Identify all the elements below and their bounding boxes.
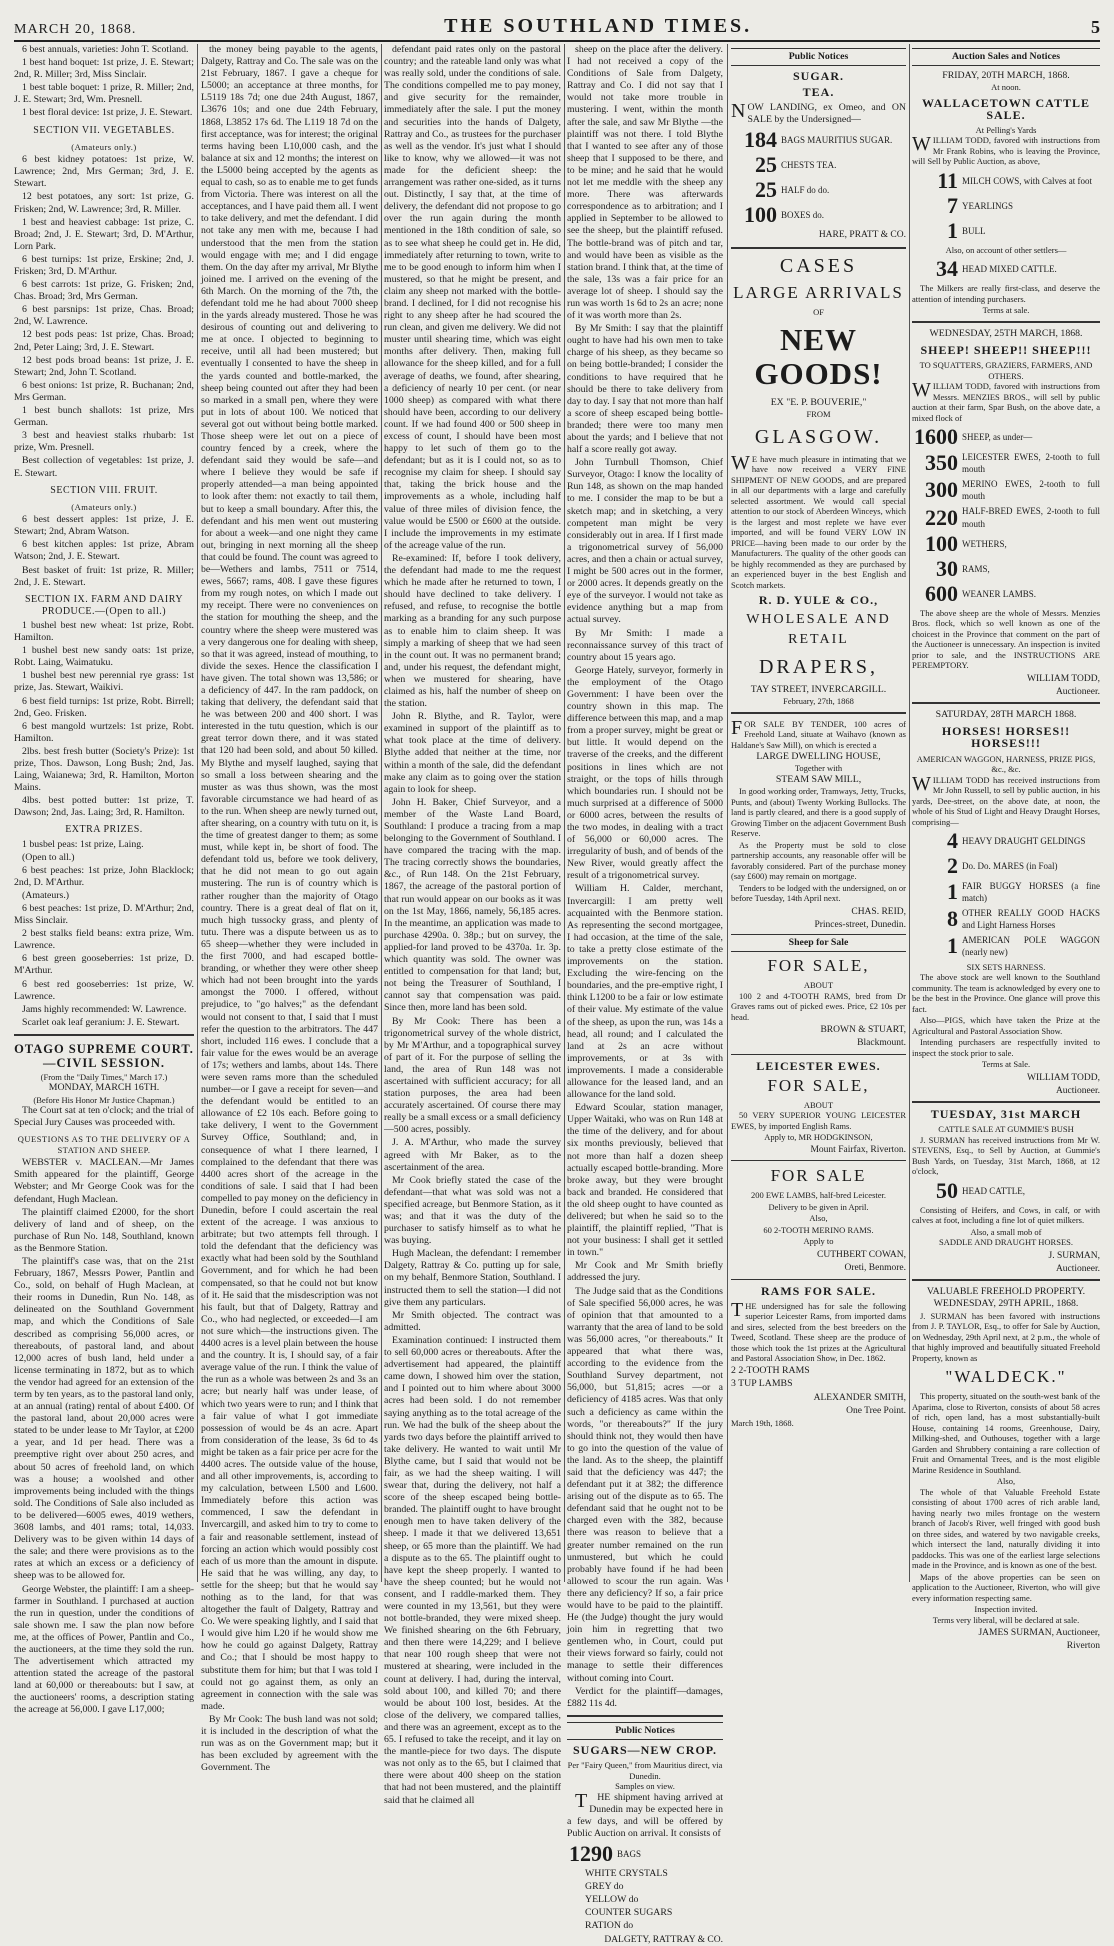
- lot-count: 1: [947, 217, 958, 243]
- waldeck-heading: "WALDECK.": [945, 1367, 1067, 1387]
- prize-entry: 6 best peaches: 1st prize, John Blacklock; 2nd, D. M'Arthur.: [14, 864, 194, 888]
- lot-count: 50: [936, 1177, 958, 1203]
- ewe-lamb-line: 60 2-TOOTH MERINO RAMS.: [763, 1224, 874, 1235]
- lot-count: 1: [947, 933, 958, 959]
- prize-entry: 1 bushel best new perennial rye grass: 1st prize, Jas. Stewart, Waikivi.: [14, 670, 194, 694]
- case-paragraph: John R. Blythe, and R. Taylor, were examined in support of the plaintiff as to what took place at the time of delivery. Blythe added that neither at the time, nor within a month of the sale, did the defendant make any claim as to going over the station again to look for sheep.: [384, 711, 561, 795]
- sugars-signature: DALGETY, RATTRAY & CO.: [604, 1935, 723, 1946]
- issue-date: MARCH 20, 1868.: [14, 22, 137, 37]
- squatters-heading: TO SQUATTERS, GRAZIERS, FARMERS, AND OTHERS.: [919, 360, 1093, 381]
- leicester-text: 50 VERY SUPERIOR YOUNG LEICESTER EWES, by imported English Rams.: [731, 1110, 906, 1131]
- sugars-samples: Samples on view.: [615, 1781, 675, 1792]
- case-paragraph: WEBSTER v. MACLEAN.—Mr James Smith appeared for the plaintiff, George Webster; and Mr George Cook was for the defendant, Hugh Maclean.: [14, 1157, 194, 1205]
- sugar-kind: WHITE CRYSTALS: [585, 1867, 668, 1879]
- for-sale-heading: FOR SALE: [770, 1166, 867, 1186]
- column-rule: [909, 44, 910, 1582]
- case-paragraph: By Mr Smith: I say that the plaintiff ought to have had his own men to take charge of his sheep, as they became so on being bottle-branded; I consider the conditions to have required that he should be there to take delivery from day to day. I say that not more than half a score of sheep escaped being bottle-branded; there were too many men about the yards; and I believe that not half a score really got away.: [567, 323, 723, 456]
- prize-entry: 6 best mangold wurtzels: 1st prize, Robt. Hamilton.: [14, 720, 194, 744]
- horse-lots: [912, 830, 1100, 959]
- rams-list: [731, 1365, 906, 1390]
- bags-label: BAGS: [617, 1848, 642, 1859]
- ewe-lambs-list: [731, 1190, 906, 1235]
- prize-entry: 12 best pods broad beans: 1st prize, J. E. Stewart; 2nd, John T. Scotland.: [14, 354, 194, 378]
- oreti-place: Oreti, Benmore.: [844, 1263, 906, 1273]
- divider: [567, 1715, 723, 1717]
- lot-count: 25: [755, 152, 777, 178]
- case-report-continued: [384, 44, 561, 1807]
- divider: [731, 1054, 906, 1055]
- saturday-date: SATURDAY, 28TH MARCH 1868.: [935, 709, 1077, 721]
- case-paragraph: Verdict for the plaintiff—damages, £882 11s 4d.: [567, 1685, 723, 1709]
- milkers-note: The Milkers are really first-class, and deserve the attention of intending purchasers.: [912, 283, 1100, 304]
- extra-prize-list: [14, 839, 194, 1029]
- large-arrivals-heading: LARGE ARRIVALS: [733, 282, 904, 302]
- lot-count: 184: [744, 127, 777, 153]
- ewe-lamb-line: 200 EWE LAMBS, half-bred Leicester.: [750, 1190, 887, 1201]
- tender-place: Princes-street, Dunedin.: [814, 919, 906, 930]
- lot-row: [912, 192, 1100, 218]
- lot-count: 1600: [914, 424, 958, 450]
- divider: [731, 247, 906, 249]
- estate-description: The whole of that Valuable Freehold Estate consisting of about 1700 acres of rich arable land, having nearly two miles frontage on the western branch of Jacob's River, well fringed with good bush on three sides, and watered by two navigable creeks, which intersect the land, naturally dividing it into paddocks. This was one of the earliest large selections made in the Province, and is known as one of the best.: [912, 1486, 1100, 1571]
- drapers-heading: DRAPERS,: [758, 656, 879, 679]
- case-paragraph: defendant paid rates only on the pastoral country; and the rateable land only was what was really sold, under the conditions of sale. The conditions compelled me to pay money, and give security for the remainder, immediately after the sale. I put the money and securities into the hands of Dalgety, Rattray and Co., as trustees for the purchaser as well as the vendor. It's just what I should like to know, why we allowed—it was not made for the deficient sheep: the arrangement was rather one-sided, as it turns out. Distinctly, I say that, at the time of delivery, the defendant did not propose to go over the run again during the month mentioned in the 18th condition of sale, so as to see what sheep he could get in. He did, immediately after returning to town, write to me to be good enough to inform him when I mustered, so that he might be present, and claim any sheep not marked with the bottle-brand. I declined, for I did not recognise his right to any sheep after he had scoured the run clean, and given me delivery. We did not muster until shearing time, which was eight months after delivery. Then, making full allowance for the sheep killed, and for a full average of deaths, we found, after shearing, a deficiency of nearly 10 per cent. (or near 1000 sheep) as compared with what there should have been, according to our delivery count. If we had found 400 or 500 sheep in excess of count, I should have been most happy to let such of them go to the defendant; but as it is I could not, so as to recognise my claim for sheep. I should say that, taking the brick house and the improvements as a whole, including half value of three miles of division fence, the value would be £500 or £600 at the outside. I include the improvements in my estimate of the acreage value of the run.: [384, 44, 561, 551]
- column-2: [201, 44, 378, 1774]
- divider: [14, 1034, 194, 1036]
- prize-entry: 6 best peaches: 1st prize, D. M'Arthur; 2nd, Miss Sinclair.: [14, 903, 194, 927]
- lot-count: 25: [755, 177, 777, 203]
- sugars-ad-text: THE shipment having arrived at Dunedin may be expected here in a few days, and will be offered by Public Auction on arrival. It consists of: [567, 1789, 723, 1839]
- divider: [912, 1279, 1100, 1281]
- case-paragraph: J. A. M'Arthur, who made the survey agreed with Mr Baker, as to the ascertainment of the area.: [384, 1137, 561, 1173]
- lot-count: 350: [925, 450, 958, 476]
- lot-description: HALF do do.: [781, 185, 830, 196]
- lot-description: FAIR BUGGY HORSES (a fine match): [962, 881, 1100, 904]
- of-word: OF: [813, 306, 824, 317]
- james-surman-signature: JAMES SURMAN, Auctioneer,: [978, 1628, 1100, 1639]
- case-paragraph: By Mr Cook: The bush land was not sold; it is included in the description of what the run was as on the Government map; but it has been excluded by agreement with the Government. The: [201, 1713, 378, 1774]
- tender-text: FOR SALE BY TENDER, 100 acres of Freehold Land, situate at Waihavo (known as Haldane's Saw Mill), on which is erected a: [731, 716, 906, 750]
- case-paragraph: Mr Cook briefly stated the case of the defendant—that what was sold was not a specified acreage, but Benmore Station, as it was; and that it was the duty of the purchaser to satisfy himself as to what he was buying.: [384, 1174, 561, 1247]
- lot-row: [912, 855, 1100, 877]
- column-rule: [727, 44, 728, 1582]
- prize-entry: 1 best bunch shallots: 1st prize, Mrs German.: [14, 405, 194, 429]
- court-source: (From the "Daily Times," March 17.): [40, 1071, 168, 1082]
- prize-entry: 1 bushel best new sandy oats: 1st prize, Robt. Laing, Waimatuku.: [14, 645, 194, 669]
- also-mob: Also, a small mob of: [970, 1226, 1042, 1237]
- lot-row: [731, 129, 906, 151]
- sugar-ad-heading: SUGAR.: [792, 69, 844, 84]
- lot-description: AMERICAN POLE WAGGON (nearly new): [962, 935, 1100, 958]
- prize-entry: 1 best and heaviest cabbage: 1st prize, C. Broad; 2nd, J. E. Stewart; 3rd, D. M'Arthur, Lorn Park.: [14, 216, 194, 252]
- tender-mill: STEAM SAW MILL,: [775, 773, 862, 785]
- divider: [731, 1160, 906, 1161]
- farm-prize-list: [14, 620, 194, 820]
- section-fruit-heading: SECTION VIII. FRUIT.: [50, 484, 158, 496]
- surman-instructions-2: J. SURMAN has been favored with instructions from J. P. TAYLOR, Esq., to offer for Sale by Auction, on Wednesday, 29th April next, at 2 p.m., the whole of that highly improved and beautifully situated Freehold Property, known as: [912, 1310, 1100, 1363]
- case-paragraph: William H. Calder, merchant, Invercargill: I am pretty well acquainted with the Benmore station. As representing the second mortgagee, I had occasion, at the time of the sale, to take a pretty close estimate of the improvements on the station. Excluding the wire-fencing on the boundaries, and the pre-emptive right, I think L1200 to be a fair or low estimate of their value. My estimate of the value of the sheep, as upon the run, was 14s a head, all round; and I calculated the land at 2s an acre without improvements, or at 3s with improvements. I made a considerable allowance for the leased land, and an allowance for the land sold.: [567, 883, 723, 1101]
- for-sale-heading: FOR SALE,: [767, 1075, 870, 1095]
- auctioneer-label: Auctioneer.: [1055, 686, 1100, 697]
- case-paragraph: the money being payable to the agents, Dalgety, Rattray and Co. The sale was on the 21st February, 1867. I gave a cheque for L5000; an acceptance at three months, for L5119 18s 7d; one due 24th August, 1867, L3676 10s; and one due 24th February, 1868, L3852 17s 6d. The L119 18 7d on the first acceptance, was for interest; the original terms having been L10,000 cash, and the balance at six and 12 months; the interest on the L5000 being accepted by the agents as equal to cash, so as to enable me to get funds from Victoria. There was interest on all the acceptances, and I have paid them all. I went to take delivery, and met the defendant. I did not take any men with me, because I had understood that the men from the station would engage with me; and I did engage them. On the day after my arrival, Mr Blythe joined me. I arrived on the evening of the 6th March. On the morning of the 7th, the defendant told me he had about 7000 sheep in the yards already mustered. Those he was desirous of counting out and delivering to me at once. I objected to beginning to receive, until all had been mustered; but eventually I consented to have the sheep in the yards counted and bottle-marked, the sheep being counted out after they had been so marked in a small pen, where they were put in lots of about 100. We noticed that several got out without being bottle marked. Those sheep were let out on a piece of country fenced by a creek, where the defendant said they would be safe—and where I believe they would be safe if properly attended—a man being appointed to look after them: not exactly to tail them, but to keep a small boundary. After this, the defendant and his men went out mustering for about a week—and one night they came out, bringing in next morning all the sheep that could be found. The count was agreed to be—Wethers and lambs, 7511 or 7514, ewes, 5667; rams, 408. I gave these figures from my rough notes, on which I made out my receipt. There were no conveniences on the station for mouthing the sheep, and the country where the sheep were mustered was a very dangerous one for dealing with sheep, so that it was agreed, instead of mouthing, to divide the sexes. Hence the classification I have given. The total shown was 13,586; or a deficiency of 447. In the ram paddock, on taking that delivery, the defendant said that he was between 200 and 400 short. I was interested in the tutu question, which is our great terror down there, and it was stated that 120 had been sold, and about 50 killed. My Blythe and myself laughed, saying that so small a loss between shearing and the muster as was thus shown, was the most favorable circumstance we had heard of as to the run. When sheep are newly turned out, after shearing, on a country with tutu on it, is the time of greatest danger to them; as some must, while kept in, be short of food. The defendant told us, before we took delivery, that he did not mean to go out again mustering. The run is of country which is rather rougher than the majority of Otago country. There is a great deal of flat on it, much high tussocky grass, and plenty of tutu. There was a dispute between us as to 65 sheep—whether they were included in the first 7000, and had escaped bottle-branding, or whether they were other sheep which had not been brought into the yards amongst the 7000. I offered, without prejudice, to "go halves;" as the defendant would not consent to that, I said that I must refer the question to the arbitrators. The 447 short, included 116 ewes. I conclude that a fair value for the ewes would be an average of 17s; wethers and lambs, about 14s. There were seven rams more than the scheduled number—or I gave a receipt for seven—and the defendant would be entitled to an allowance of £2 10s each. Before going to take delivery, I went to the Government Survey Office, Southland; and, in consequence of what I there learned, I complained to the defendant that there was 4400 acres short of the acreage in the conditions of sale. I said that I had been compelled to pay money on the deficiency in Dunedin, before I could ascertain the real extent of the acreage. I was anxious to arbitrate; but two attempts fell through. I told the defendant that the deficiency was exactly what had been sold by the Southland Government, and for which he had been compensated, so that he could not but know of it. He said that the misdescription was not his fault, but that of Dalgety, Rattray and Co., who had neglected, or exceeded—I am not sure which—the instructions given. The 4400 acres is a level plain between the house and the country. It is, I should say, of a fair average value of the run. I think the value of the run as a whole was between 2s and 3s an acre; but nearly half was under lease, of which two years were to run; and I think that a fair value of what I got immediate possession of would be 4s an acre. Apart from consideration of the lease, 3s 6d to 4s might be taken as a fair price per acre for the 4400 acres. The outside value of the house, and all other improvements, is, according to my calculation, between L500 and L600. Immediately before this action was commenced, I saw the defendant in Invercargill, and asked him to try to come to a fair and reasonable settlement, instead of forcing an action which would possibly cost each of us more than the amount in dispute. He said that he was willing, any day, to settle for the sheep; but that he would say nothing as to the land, for that was altogether the fault of Dalgety, Rattray and Co. We were speaking lightly, and I said that I would give him L20 if he would show me how he could go against Dalgety, Rattray and Co.; that I should be most happy to substitute them for him; but that I was told I could not go against them, as only an agreement in connection with the sale was made.: [201, 44, 378, 1712]
- lot-description: LEICESTER EWES, 2-tooth to full mouth: [962, 452, 1100, 475]
- wallacetown-heading: WALLACETOWN CATTLE SALE.: [922, 95, 1090, 122]
- page-mark: 5: [1090, 17, 1100, 37]
- court-opening: The Court sat at ten o'clock; and the trial of Special Jury Causes was proceeded with.: [14, 1105, 194, 1129]
- hodgkinson-apply: Apply to, MR HODGKINSON,: [764, 1132, 873, 1143]
- sugars-ad-heading: SUGARS—NEW CROP.: [572, 1742, 718, 1757]
- case-paragraph: By Mr Cook: There has been a trigonometrical survey of the whole district, by Mr M'Arthur, and a topographical survey of part of it. For the purpose of selling the land, the area of Run 148 was not ascertained with sufficient accuracy; for all station purposes, the area had been accurately ascertained. Of course there may really be a small excess or a small deficiency—500 acres, possibly.: [384, 1015, 561, 1136]
- case-paragraph: sheep on the place after the delivery. I had not received a copy of the Conditions of Sale from Dalgety, Rattray and Co. I did not say that I would not take more trouble in mustering. I went, within the month after the sale, and saw Mr Blythe —the plaintiff was not there. I told Blythe that I wanted to see after any of those sheep that I supposed to be there, and to be mine; and he said that he would not let me meddle with the sheep any more. There was afterwards correspondence as to arbitration; and I applied in September to be allowed to see the sheep, but the plaintiff refused. The bottle-brand was of pitch and tar, and would have been as visible as the station brand. I think that, at the time of the sale, 13s was a fair price for an average lot of sheep. I should say the run was worth 1s 6d to 2s an acre; none of it was worth more than 2s.: [567, 44, 723, 322]
- terms-at-sale: Terms at sale.: [982, 305, 1030, 316]
- lot-count: 34: [936, 256, 958, 282]
- prize-entry: 6 best turnips: 1st prize, Erskine; 2nd, J. Frisken; 3rd, D. M'Arthur.: [14, 253, 194, 277]
- april-date: WEDNESDAY, 29TH APRIL, 1868.: [933, 1298, 1079, 1310]
- leicester-ewes-heading: LEICESTER EWES.: [756, 1058, 881, 1073]
- prize-entry: 6 best green gooseberries: 1st prize, D. M'Arthur.: [14, 953, 194, 977]
- divider: [912, 702, 1100, 704]
- prize-entry: 4lbs. best potted butter: 1st prize, T. Dawson; 2nd, Jas. Laing; 3rd, R. Hamilton.: [14, 795, 194, 819]
- case-report-continued: [201, 44, 378, 1774]
- tender-body-2: As the Property must be sold to close partnership accounts, any reasonable offer will be favorably considered. Part of the purchase money (say £600) may remain on mortgage.: [731, 839, 906, 882]
- lot-row: [912, 505, 1100, 529]
- prize-entry: 6 best onions: 1st prize, R. Buchanan; 2nd, Mrs German.: [14, 379, 194, 403]
- fruit-prize-list: [14, 514, 194, 589]
- terms-at-sale: Terms at Sale.: [981, 1059, 1031, 1070]
- about-word: ABOUT: [803, 1099, 834, 1110]
- terms-liberal: Terms very liberal, will be declared at sale.: [932, 1614, 1080, 1625]
- lot-description: RAMS,: [962, 563, 990, 574]
- prize-entry: Jams highly recommended: W. Lawrence.: [22, 1003, 187, 1015]
- prize-entry: 6 best annuals, varieties: John T. Scotland.: [22, 44, 189, 55]
- lot-description: OTHER REALLY GOOD HACKS and Light Harness Horses: [962, 908, 1100, 931]
- cases-heading: CASES: [779, 254, 858, 277]
- lot-row: [912, 580, 1100, 606]
- prize-entry: 1 busbel peas: 1st prize, Laing.: [22, 838, 144, 850]
- case-paragraph: The plaintiff claimed £2000, for the short delivery of land and of sheep, on the purchase of Run No. 148, Southland, known as the Benmore Station.: [14, 1206, 194, 1254]
- lot-count: 300: [925, 477, 958, 503]
- yule-date: February, 27th, 1868: [783, 696, 854, 707]
- cattle-lots: [912, 167, 1100, 243]
- gummies-bush-heading: CATTLE SALE AT GUMMIE'S BUSH: [938, 1124, 1074, 1135]
- prize-entry: 12 best pods peas: 1st prize, Chas. Broad; 2nd, Peter Laing; 3rd, J. E. Stewart.: [14, 329, 194, 353]
- column-rule: [564, 44, 565, 1582]
- lot-count: 600: [925, 580, 958, 606]
- lot-count: 220: [925, 504, 958, 530]
- case-paragraph: The Judge said that as the Conditions of Sale specified 56,000 acres, he was of opinion that that amounted to a warranty that the area of land to be sold was 56,000 acres, "or thereabouts." It appeared that what there was, according to the evidence from the Southland Survey department, not 56,000, but 51,815; acres —or a deficiency of 4185 acres. Was that only such a deficiency as came within the words, "or thereabouts?" If the jury should think not, they would then have to go into the question of the value of the land. As to the sheep, the plaintiff said that the deficiency was 447; the defendant put it at 382; the difference arising out of the dispute as to 65. The defendant said that he ought not to be charged even with the 382, because there was reason to believe that a greater number remained on the run unmustered, but which he could probably have found if he had been allowed to scour the run again. Was there any deficiency? If so, a fair price would have to be paid to the plaintiff. He (the Judge) thought the jury would join him in regretting that two gentlemen who, in Court, could put their views forward so fairly, could not manage to settle their differences without coming into Court.: [567, 1285, 723, 1684]
- column-6: [912, 44, 1100, 1652]
- lot-description: YEARLINGS: [962, 200, 1013, 211]
- lot-count: 30: [936, 555, 958, 581]
- menzies-note: The above sheep are the whole of Messrs. Menzies Bros. flock, which so well known as one of the choicest in the Province that comment on the part of the Auctioneer is unnecessary. An inspection is invited prior to sale, and the INSTRUCTIONS ARE PEREMPTORY.: [912, 607, 1100, 671]
- for-sale-heading: FOR SALE,: [767, 956, 870, 976]
- rams-date: March 19th, 1868.: [731, 1418, 794, 1429]
- court-date: MONDAY, MARCH 16TH.: [48, 1082, 160, 1094]
- tender-signature: CHAS. REID,: [851, 906, 906, 917]
- case-report: [14, 1157, 194, 1716]
- section-subheading: (Amateurs only.): [71, 141, 137, 152]
- court-report-heading: OTAGO SUPREME COURT.—CIVIL SESSION.: [14, 1041, 194, 1070]
- ram-line: 3 TUP LAMBS: [731, 1377, 793, 1389]
- cowan-apply: Apply to: [803, 1236, 834, 1247]
- landing-text: NOW LANDING, ex Omeo, and ON SALE by the Undersigned—: [731, 100, 906, 126]
- prize-entry: 6 best kitchen apples: 1st prize, Abram Watson; 2nd, J. E. Stewart.: [14, 539, 194, 563]
- ewe-lamb-line: Delivery to be given in April.: [768, 1201, 869, 1212]
- column-rule: [381, 44, 382, 1582]
- prize-entry: Best basket of fruit: 1st prize, R. Miller; 2nd, J. E. Stewart.: [14, 564, 194, 588]
- waldeck-description: This property, situated on the south-west bank of the Aparima, close to Riverton, consists of about 58 acres of rich, open land, has a most substantially-built House, containing 14 rooms, Greenhouse, Dairy, Milking-shed, and Outhouses, together with a large Garden and Shrubbery containing a rare collection of Fruit and Ornamental Trees, and is the most eligible Marine Residence in Southland.: [912, 1391, 1100, 1475]
- surman-signature: J. SURMAN,: [1048, 1250, 1100, 1261]
- lot-row: [912, 217, 1100, 243]
- lot-count: 8: [947, 906, 958, 932]
- divider: [731, 712, 906, 714]
- sheep-heading: SHEEP! SHEEP!! SHEEP!!!: [920, 342, 1092, 357]
- case-paragraph: By Mr Smith: I made a reconnaissance survey of this tract of country about 15 years ago.: [567, 627, 723, 663]
- column-1: [14, 44, 194, 1716]
- hare-pratt-signature: HARE, PRATT & CO.: [818, 230, 906, 241]
- rams-for-sale-heading: RAMS FOR SALE.: [760, 1283, 876, 1298]
- pellings-yards: At Pelling's Yards: [975, 124, 1037, 135]
- lot-description: HEAD CATTLE,: [962, 1185, 1025, 1196]
- case-paragraph: Examination continued: I instructed them to sell 60,000 acres or thereabouts. After the advertisement had appeared, the plaintiff came down, I showed him over the station, and I pointed out to him where about 3000 acres had been sold. I do not remember saying anything as to the total acreage of the run. We had the bulk of the sheep about the yards two days before the plaintiff arrived to take delivery. He wanted to wait until Mr Blythe came, but I said that would not be fair, as we had the sheep waiting. I will swear that, during the delivery, not half a score of the sheep escaped being bottle-branded. The plaintiff ought to have brought enough men to have taken delivery of the sheep. I made it that we delivered 13,651 sheep, or 65 more than the plaintiff. We had a dispute as to the 65. The plaintiff ought to have kept the sheep properly. I wanted to have the sheep counted; but he would not consent, and I raddle-marked them. They were counted in my 13,561, but they were not bottle-branded, they were mixed sheep. We finished shearing on the 6th February, and then there were 14,229; and I believe that near 100 rough sheep that were not mustered at shearing, were included in the count at delivery. I had, during the interval, sold about 100, and killed 70; and there would be about 100 lost, besides. At the close of the delivery, we compared tallies, and there was an agreement, except as to the 65. I refused to take the receipt, and it lay on the mantle-piece for two days. The dispute was not only as to the 65, but I claimed that there were about 400 sheep on the station that had not been mustered, and the plaintiff said that he claimed all: [384, 1334, 561, 1806]
- lot-description: MERINO EWES, 2-tooth to full mouth: [962, 479, 1100, 502]
- inspection-invited: Inspection invited.: [974, 1604, 1038, 1615]
- lot-count: 7: [947, 192, 958, 218]
- case-paragraph: Mr Cook and Mr Smith briefly addressed the jury.: [567, 1260, 723, 1284]
- cowan-signature: CUTHBERT COWAN,: [817, 1249, 906, 1260]
- lot-description: CHESTS TEA.: [781, 160, 837, 171]
- new-goods-text: WE have much pleasure in intimating that we have now received a VERY FINE SHIPMENT OF NEW GOODS, and are prepared in all our departments with a large and carefully selected assortment. We would call special attention to our stock of Aberdeen Winceys, which is the largest and most replete we have ever imported, and will be found VERY LOW IN PRICE—having been made to our order by the Manufacturers. The quality of the other goods can be highly recommended as they are purchased by an experienced buyer in the best English and Scotch markets.: [731, 451, 906, 590]
- sugar-bag-count: 1290: [569, 1840, 613, 1866]
- lot-count: 4: [947, 828, 958, 853]
- lot-description: Do. Do. MARES (in Foal): [962, 860, 1058, 871]
- sheep-lots: [912, 426, 1100, 605]
- blackmount-place: Blackmount.: [857, 1038, 906, 1049]
- tuesday-date: TUESDAY, 31st MARCH: [930, 1107, 1082, 1122]
- american-waggon-heading: AMERICAN WAGGON, HARNESS, PRIZE PIGS, &c., &c.: [916, 753, 1096, 774]
- lot-count: 11: [937, 167, 958, 193]
- prize-entry: Scarlet oak leaf geranium: J. E. Stewart.: [22, 1016, 180, 1028]
- prize-entry: 3 best and heaviest stalks rhubarb: 1st prize, Wm. Presnell.: [14, 430, 194, 454]
- pigs-note: Also—PIGS, which have taken the Prize at the Agricultural and Pastoral Association Show.: [912, 1015, 1100, 1036]
- tay-street: TAY STREET, INVERCARGILL.: [750, 684, 887, 696]
- prize-entry: (Open to all.): [22, 851, 75, 863]
- divider: [912, 1101, 1100, 1103]
- section-subheading: (Amateurs only.): [71, 501, 137, 512]
- prize-entry: 6 best red gooseberries: 1st prize, W. Lawrence.: [14, 978, 194, 1002]
- case-paragraph: Edward Scoular, station manager, Upper Waitaki, who was on Run 148 at the time of the delivery, and for about six months previously, believed that not more than half a dozen sheep actually escaped bottle-branding. More broke away, but they were brought back and branded. He considered that the old sheep ought to have counted as delivered; but when he said so to the plaintiff, the plaintiff replied, "That is not your business: I shall get it settled in town.": [567, 1102, 723, 1259]
- prize-list-intro: [14, 44, 194, 120]
- case-paragraph: Hugh Maclean, the defendant: I remember Dalgety, Rattray & Co. putting up for sale, on my behalf, Benmore Station, Southland. I instructed them to sell the station—I did not give them any particulars.: [384, 1248, 561, 1308]
- todd-signature: WILLIAM TODD,: [1027, 673, 1100, 684]
- lot-description: BAGS MAURITIUS SUGAR.: [781, 135, 893, 146]
- lot-description: HALF-BRED EWES, 2-tooth to full mouth: [962, 506, 1100, 529]
- masthead: [14, 10, 1100, 42]
- sugar-kind: RATION do: [585, 1920, 634, 1932]
- prize-entry: 1 best floral device: 1st prize, J. E. Stewart.: [22, 107, 193, 119]
- auctioneer-label: Auctioneer.: [1055, 1085, 1100, 1096]
- prize-entry: 2 best stalks field beans: extra prize, Wm. Lawrence.: [14, 928, 194, 952]
- public-notices-banner: Public Notices: [731, 48, 906, 66]
- tender-together: Together with: [794, 763, 843, 774]
- tender-house: LARGE DWELLING HOUSE,: [756, 751, 881, 763]
- lot-description: WEANER LAMBS.: [962, 588, 1036, 599]
- lot-row: [912, 167, 1100, 193]
- about-word: ABOUT: [803, 980, 834, 991]
- divider: [912, 321, 1100, 323]
- divider: [731, 1279, 906, 1280]
- prize-entry: 1 bushel best new wheat: 1st prize, Robt. Hamilton.: [14, 619, 194, 644]
- wednesday-date: WEDNESDAY, 25TH MARCH, 1868.: [929, 327, 1083, 339]
- lot-row: [912, 426, 1100, 448]
- lot-row: [731, 179, 906, 201]
- lot-count: 100: [744, 202, 777, 228]
- ship-name: EX "E. P. BOUVERIE,": [770, 397, 867, 409]
- case-paragraph: Re-examined: If, before I took delivery, the defendant had made to me the request which he made after he returned to town, I should have declined to take delivery. I refused, and refuse, to recognise the bottle marking as a branding for any such purpose as to enable him to claim sheep. It was simply a marking of sheep that we had seen in the count out. It was no permanent brand; and, under his request, the defendant might, when we mustered for shearing, have claimed as his, half the number of sheep on the station.: [384, 552, 561, 710]
- auction-sales-banner: Auction Sales and Notices: [912, 48, 1100, 66]
- lot-description: BOXES do.: [781, 210, 825, 221]
- tender-body: In good working order, Tramways, Jetty, Trucks, Punts, and (about) Twenty Working Bullocks. The land is partly cleared, and there is a good supply of Growing Timber on the adjacent Government Bush Reserve.: [731, 786, 906, 839]
- prize-entry: 1 best table boquet: 1 prize, R. Miller; 2nd, J. E. Stewart; 3rd, Wm. Presnell.: [14, 82, 194, 106]
- prize-entry: Best collection of vegetables: 1st prize, J. E. Stewart.: [14, 455, 194, 479]
- also-settlers: Also, on account of other settlers—: [945, 244, 1067, 255]
- todd-instructions-3: WILLIAM TODD has received instructions from Mr John Russell, to sell by public auction, in his yards, Dee-street, on the above date, at noon, the whole of his Stud of Light and Heavy Draught Horses, comprising—: [912, 772, 1100, 827]
- column-4: [567, 44, 723, 1946]
- yule-company: R. D. YULE & CO.,: [758, 593, 879, 608]
- harness-line: SIX SETS HARNESS.: [966, 961, 1046, 972]
- lot-description: BULL: [962, 225, 986, 236]
- intending-note: Intending purchasers are respectfully invited to inspect the stock prior to sale.: [912, 1037, 1100, 1058]
- sugars-ship: Per "Fairy Queen," from Mauritius direct, via Dunedin.: [567, 1760, 723, 1781]
- sheep-for-sale-banner: Sheep for Sale: [731, 934, 906, 952]
- lot-row: [912, 830, 1100, 852]
- maps-note: Maps of the above properties can be seen on application to the Auctioneer, Riverton, who will give every information respecting same.: [912, 1571, 1100, 1603]
- case-paragraph: John Turnbull Thomson, Chief Surveyor, Otago: I know the locality of Run 148, as shown on the map handed to me. I consider the map to be but a sketch map; and in sketching, a very competent man might be very considerably out in area. If I first made a trigonometrical survey of 56,000 acres, and then a chain or actual survey, I might be 500 acres out in the former, or 2000 acres. It depends greatly on the eye of the surveyor. I would not take as evidence anything but a map from actual survey.: [567, 457, 723, 626]
- wholesale-heading: WHOLESALE AND RETAIL: [746, 612, 891, 648]
- section-farm-heading: SECTION IX. FARM AND DAIRY PRODUCE.—(Open to all.): [24, 593, 184, 617]
- sugar-kinds-list: [567, 1868, 723, 1932]
- cargo-list: [731, 129, 906, 226]
- prize-entry: 2lbs. best fresh butter (Society's Prize): 1st prize, Thos. Dawson, Long Bush; 2nd, Jas. Laing, Waianewa; 3rd, R. Hamilton, Morton Mains.: [14, 745, 194, 794]
- lot-description: HEAD MIXED CATTLE.: [962, 264, 1057, 275]
- ram-line: 2 2-TOOTH RAMS: [731, 1364, 810, 1376]
- case-paragraph: George Webster, the plaintiff: I am a sheep-farmer in Southland. I purchased at auction the run in question, under the conditions of sale shown me. I saw the plan now before me, at the offices of Power, Pantlin and Co., the auctioneers, at the time they sold the run. The advertisement which attracted my attention stated the acreage of the pastoral land at 60,000 or thereabouts: but I saw, at the auctioneers' rooms, a description stating the acreage at 56,000. I gave L17,000;: [14, 1583, 194, 1716]
- extra-prizes-heading: EXTRA PRIZES.: [65, 824, 143, 836]
- riverton-place: Riverton: [1066, 1641, 1100, 1652]
- brown-stuart-signature: BROWN & STUART,: [820, 1025, 906, 1036]
- case-heading: QUESTIONS AS TO THE DELIVERY OF A STATION AND SHEEP.: [17, 1134, 191, 1155]
- ewe-lamb-line: Also,: [809, 1213, 828, 1224]
- case-report-conclusion: [567, 44, 723, 1710]
- newspaper-title: THE SOUTHLAND TIMES.: [444, 15, 753, 37]
- prize-entry: 6 best kidney potatoes: 1st prize, W. Lawrence; 2nd, Mrs German; 3rd, J. E. Stewart.: [14, 154, 194, 190]
- lot-description: HEAVY DRAUGHT GELDINGS: [962, 835, 1086, 846]
- saddle-horses: SADDLE AND DRAUGHT HORSES.: [939, 1237, 1073, 1248]
- glasgow-heading: GLASGOW.: [754, 425, 883, 448]
- public-notices-banner: Public Notices: [567, 1722, 723, 1740]
- sugar-kind: COUNTER SUGARS: [585, 1907, 673, 1919]
- todd-instructions-2: WILLIAM TODD, favored with instructions from Messrs. MENZIES BROS., will sell by public auction at their farm, Spar Bush, on the above date, a mixed flock of: [912, 379, 1100, 423]
- court-bench: (Before His Honor Mr Justice Chapman.): [33, 1094, 175, 1105]
- new-goods-heading: NEW GOODS!: [754, 322, 883, 392]
- stock-note: The above stock are well known to the Southland community. The team is acknowledged by every one to be the best in the Province. One glance will prove this fact.: [912, 972, 1100, 1014]
- section-vegetables-heading: SECTION VII. VEGETABLES.: [33, 124, 175, 136]
- case-paragraph: John H. Baker, Chief Surveyor, and a member of the Waste Land Board, Southland: I produce a tracing from a map belonging to the Government of Southland. I have compared the tracing with the map. The tracing correctly shows the boundaries, &c., of Run 148. On the 21st February, 1867, the acreage of the pastoral portion of that run would appear on our books as it was on the 1st May, 1866, namely, 56,185 acres. In the meantime, an application was made to purchase 4290a. 0. 38p.; but on survey, the applied-for land proved to be 4370a. 1r. 3p. which quantity was sold. The owner was entitled to compensation for that land; but, not being the Treasurer of Southland, I cannot say that compensation was paid. Since then, more land has been sold.: [384, 796, 561, 1014]
- from-word: FROM: [806, 409, 831, 420]
- prize-entry: (Amateurs.): [22, 889, 70, 901]
- case-paragraph: George Hately, surveyor, formerly in the employment of the Otago Government: I have been over the country shown in this map. The difference between this map, and a map from a proper survey, might be great or but little. It would depend on the traverse of the creeks, and the different positions in lines which are not straight, or the tops of hills through which boundaries run. I should not be much surprised at a difference of 5000 or 6000 acres, between the results of the two modes, in dealing with a tract of 56,000 or 60,000 acres. The irregularity of bush, and of bends of the New River, would greatly affect the result of a trigonometrical survey.: [567, 664, 723, 882]
- heifers-note: Consisting of Heifers, and Cows, in calf, or with calves at foot, including a fine lot of quiet milkers.: [912, 1204, 1100, 1226]
- case-paragraph: Mr Smith objected. The contract was admitted.: [384, 1309, 561, 1333]
- lot-row: [912, 880, 1100, 904]
- auctioneer-label: Auctioneer.: [1055, 1263, 1100, 1274]
- lot-row: [912, 530, 1100, 556]
- friday-time: At noon.: [991, 82, 1021, 93]
- prize-entry: 6 best carrots: 1st prize, G. Frisken; 2nd, Chas. Broad; 3rd, Mrs German.: [14, 279, 194, 303]
- todd-instructions-1: WILLIAM TODD, favored with instructions from Mr Frank Robins, who is leaving the Province, will Sell by Public Auction, as above,: [912, 133, 1100, 167]
- horses-heading: HORSES! HORSES!! HORSES!!!: [941, 724, 1071, 751]
- lot-count: 100: [925, 530, 958, 556]
- prize-entry: 6 best field turnips: 1st prize, Robt. Birrell; 2nd, Geo. Frisken.: [14, 695, 194, 719]
- column-3: [384, 44, 561, 1806]
- waldeck-also: Also,: [996, 1476, 1016, 1487]
- column-5: [731, 44, 906, 1582]
- column-rule: [197, 44, 198, 1582]
- freehold-heading: VALUABLE FREEHOLD PROPERTY.: [926, 1286, 1086, 1298]
- prize-entry: 6 best parsnips: 1st prize, Chas. Broad; 2nd, W. Lawrence.: [14, 304, 194, 328]
- mount-fairfax-place: Mount Fairfax, Riverton.: [810, 1144, 906, 1155]
- prize-entry: 12 best potatoes, any sort: 1st prize, G. Frisken; 2nd, W. Lawrence; 3rd, R. Miller.: [14, 191, 194, 215]
- one-tree-point-place: One Tree Point.: [846, 1405, 906, 1416]
- lot-row: [731, 154, 906, 176]
- prize-entry: 1 best hand boquet: 1st prize, J. E. Stewart; 2nd, R. Miller; 3rd, Miss Sinclair.: [14, 57, 194, 81]
- friday-date: FRIDAY, 20TH MARCH, 1868.: [942, 70, 1070, 82]
- surman-instructions-1: J. SURMAN has received instructions from Mr W. STEVENS, Esq., to Sell by Auction, at Gummie's Bush Yards, on Tuesday, 31st March, 1868, at 12 o'clock,: [912, 1134, 1100, 1177]
- tender-body-3: Tenders to be lodged with the undersigned, on or before Tuesday, 14th April next.: [731, 882, 906, 904]
- rams-offer-text: 100 2 and 4-TOOTH RAMS, bred from Dr Graves rams out of picked ewes. Price, £2 10s per head.: [731, 990, 906, 1022]
- lot-row: [912, 934, 1100, 958]
- lot-description: SHEEP, as under—: [962, 432, 1033, 443]
- rams-text: THE undersigned has for sale the following superior Leicester Rams, from imported dams and sires, selected from the best breeders on the Tweed, Scotland. These sheep are the produce of those which took the 1st prizes at the Agricultural and Pastoral Association Show, in Dec. 1862.: [731, 1298, 906, 1364]
- case-paragraph: The plaintiff's case was, that on the 21st February, 1867, Messrs Power, Pantlin and Co., sold, on behalf of Hugh Maclean, at their rooms in Dunedin, Run No. 148, as delineated on the Southland Government map, and which the Conditions of Sale described as comprising 56,000 acres, or thereabouts, of pastoral land, and about 12,000 acres of bush land, held under a license terminating in 1872, but as to which the vendor had agreed for an extension of the term by ten years, as to the pastoral land only, at an annual (rating) rental of about £400. Of the pastoral land, about 20,000 acres were stated to be under lease to Mr Taylor, at £200 a year, and 1d per head. There was a preemptive right over about 250 acres, and about 50 acres of freehold land, on which was a house; a woolshed and other improvements being included with the things sold. The Conditions of Sale also included as to be delivered—6005 ewes, 4019 wethers, 3608 lambs, and 401 rams; total, 14,033. Delivery was to be given within 14 days of the sale; and there were provisions as to the rates at which an excess or a deficiency of sheep was to be allowed for.: [14, 1255, 194, 1582]
- alexander-smith-signature: ALEXANDER SMITH,: [813, 1392, 906, 1403]
- lot-row: [912, 555, 1100, 581]
- lot-row: [912, 478, 1100, 502]
- lot-description: WETHERS,: [962, 538, 1007, 549]
- sugar-kind: YELLOW do: [585, 1894, 639, 1906]
- sugar-kind: GREY do: [585, 1881, 624, 1892]
- vegetables-prize-list: [14, 154, 194, 479]
- lot-row: [912, 907, 1100, 931]
- lot-count: 2: [947, 853, 958, 878]
- lot-description: MILCH COWS, with Calves at foot: [962, 175, 1092, 186]
- lot-row: [731, 204, 906, 226]
- lot-count: 1: [947, 879, 958, 905]
- prize-entry: 6 best dessert apples: 1st prize, J. E. Stewart; 2nd, Abram Watson.: [14, 514, 194, 538]
- todd-signature: WILLIAM TODD,: [1027, 1072, 1100, 1083]
- lot-row: [912, 451, 1100, 475]
- tea-ad-heading: TEA.: [802, 85, 835, 100]
